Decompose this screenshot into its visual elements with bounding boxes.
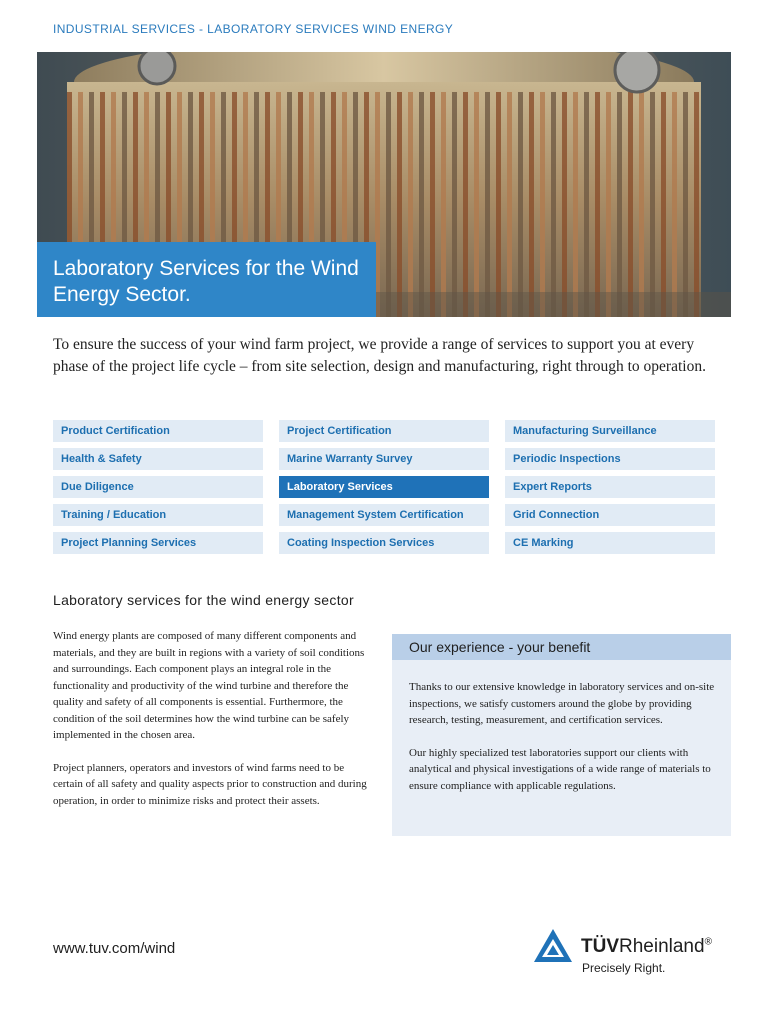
section-heading: Laboratory services for the wind energy sector bbox=[53, 592, 354, 608]
service-item[interactable]: Periodic Inspections bbox=[505, 448, 715, 470]
benefit-paragraph: Our highly specialized test laboratories support our clients with analytical and physical investigations of a wide range of materials to ensure compliance with applicable regulations. bbox=[409, 746, 711, 792]
service-item[interactable]: Laboratory Services bbox=[279, 476, 489, 498]
gear-tooth bbox=[584, 92, 589, 317]
gear-tooth bbox=[683, 92, 688, 317]
brand-rest: Rheinland bbox=[619, 936, 705, 957]
service-item[interactable]: Expert Reports bbox=[505, 476, 715, 498]
brand-name bbox=[581, 936, 712, 958]
hero-title-box bbox=[37, 242, 376, 317]
service-item[interactable]: Training / Education bbox=[53, 504, 263, 526]
header-topline: INDUSTRIAL SERVICES - LABORATORY SERVICES WIND ENERGY bbox=[53, 22, 454, 36]
tuv-triangle-icon bbox=[533, 928, 573, 964]
section-paragraph: Wind energy plants are composed of many different components and materials, and they are built in regions with a variety of soil conditions and surroundings. Each component plays an integral role in the functionality and productivity of the wind turbine and therefore the quality and safety of all components is essential. Furthermore, the condition of the soil determines how the wind turbine can be safely implemented in the chosen area. bbox=[53, 630, 365, 741]
gear-tooth bbox=[419, 92, 424, 317]
service-item[interactable]: Coating Inspection Services bbox=[279, 532, 489, 554]
tuv-logo bbox=[533, 928, 733, 978]
brand-tagline: Precisely Right. bbox=[582, 961, 666, 975]
gear-tooth bbox=[595, 92, 600, 317]
gear-tooth bbox=[485, 92, 490, 317]
gear-tooth bbox=[507, 92, 512, 317]
service-item[interactable]: Manufacturing Surveillance bbox=[505, 420, 715, 442]
page-title: Laboratory Services for the Wind Energy Sector. bbox=[53, 257, 359, 306]
gear-tooth bbox=[694, 92, 699, 317]
gear-tooth bbox=[518, 92, 523, 317]
gear-tooth bbox=[551, 92, 556, 317]
benefit-box bbox=[392, 634, 731, 836]
gear-tooth bbox=[540, 92, 545, 317]
service-item[interactable]: Health & Safety bbox=[53, 448, 263, 470]
gear-tooth bbox=[452, 92, 457, 317]
gear-tooth bbox=[397, 92, 402, 317]
gear-tooth bbox=[606, 92, 611, 317]
intro-paragraph: To ensure the success of your wind farm project, we provide a range of services to support you at every phase of the project life cycle – from site selection, design and manufacturing, right through to operation. bbox=[53, 336, 706, 375]
service-item[interactable]: Due Diligence bbox=[53, 476, 263, 498]
gear-tooth bbox=[441, 92, 446, 317]
section-body bbox=[53, 628, 371, 825]
gear-tooth bbox=[463, 92, 468, 317]
service-item[interactable]: Project Certification bbox=[279, 420, 489, 442]
brand-bold: TÜV bbox=[581, 936, 619, 957]
gear-tooth bbox=[573, 92, 578, 317]
gear-tooth bbox=[661, 92, 666, 317]
gear-tooth bbox=[408, 92, 413, 317]
service-item[interactable]: Project Planning Services bbox=[53, 532, 263, 554]
service-item[interactable]: Management System Certification bbox=[279, 504, 489, 526]
benefit-body bbox=[409, 679, 719, 810]
gear-tooth bbox=[529, 92, 534, 317]
gear-tooth bbox=[386, 92, 391, 317]
brand-registered-mark: ® bbox=[704, 936, 712, 948]
gear-tooth bbox=[430, 92, 435, 317]
benefit-paragraph: Thanks to our extensive knowledge in laboratory services and on-site inspections, we satisfy customers around the globe by providing research, testing, measurement, and certification services. bbox=[409, 681, 715, 726]
gear-tooth bbox=[639, 92, 644, 317]
service-item[interactable]: Product Certification bbox=[53, 420, 263, 442]
gear-tooth bbox=[562, 92, 567, 317]
service-item[interactable]: Marine Warranty Survey bbox=[279, 448, 489, 470]
section-paragraph: Project planners, operators and investors of wind farms need to be certain of all safety and quality aspects prior to construction and during operation, in order to minimize risks and protect their assets. bbox=[53, 761, 367, 807]
hero-gear-photo bbox=[37, 52, 731, 317]
benefit-heading: Our experience - your benefit bbox=[392, 634, 731, 660]
gear-tooth bbox=[617, 92, 622, 317]
website-link[interactable]: www.tuv.com/wind bbox=[53, 940, 176, 957]
gear-tooth bbox=[650, 92, 655, 317]
service-item[interactable]: Grid Connection bbox=[505, 504, 715, 526]
gear-tooth bbox=[628, 92, 633, 317]
gear-tooth bbox=[474, 92, 479, 317]
service-item[interactable]: CE Marking bbox=[505, 532, 715, 554]
gear-tooth bbox=[672, 92, 677, 317]
gear-tooth bbox=[496, 92, 501, 317]
